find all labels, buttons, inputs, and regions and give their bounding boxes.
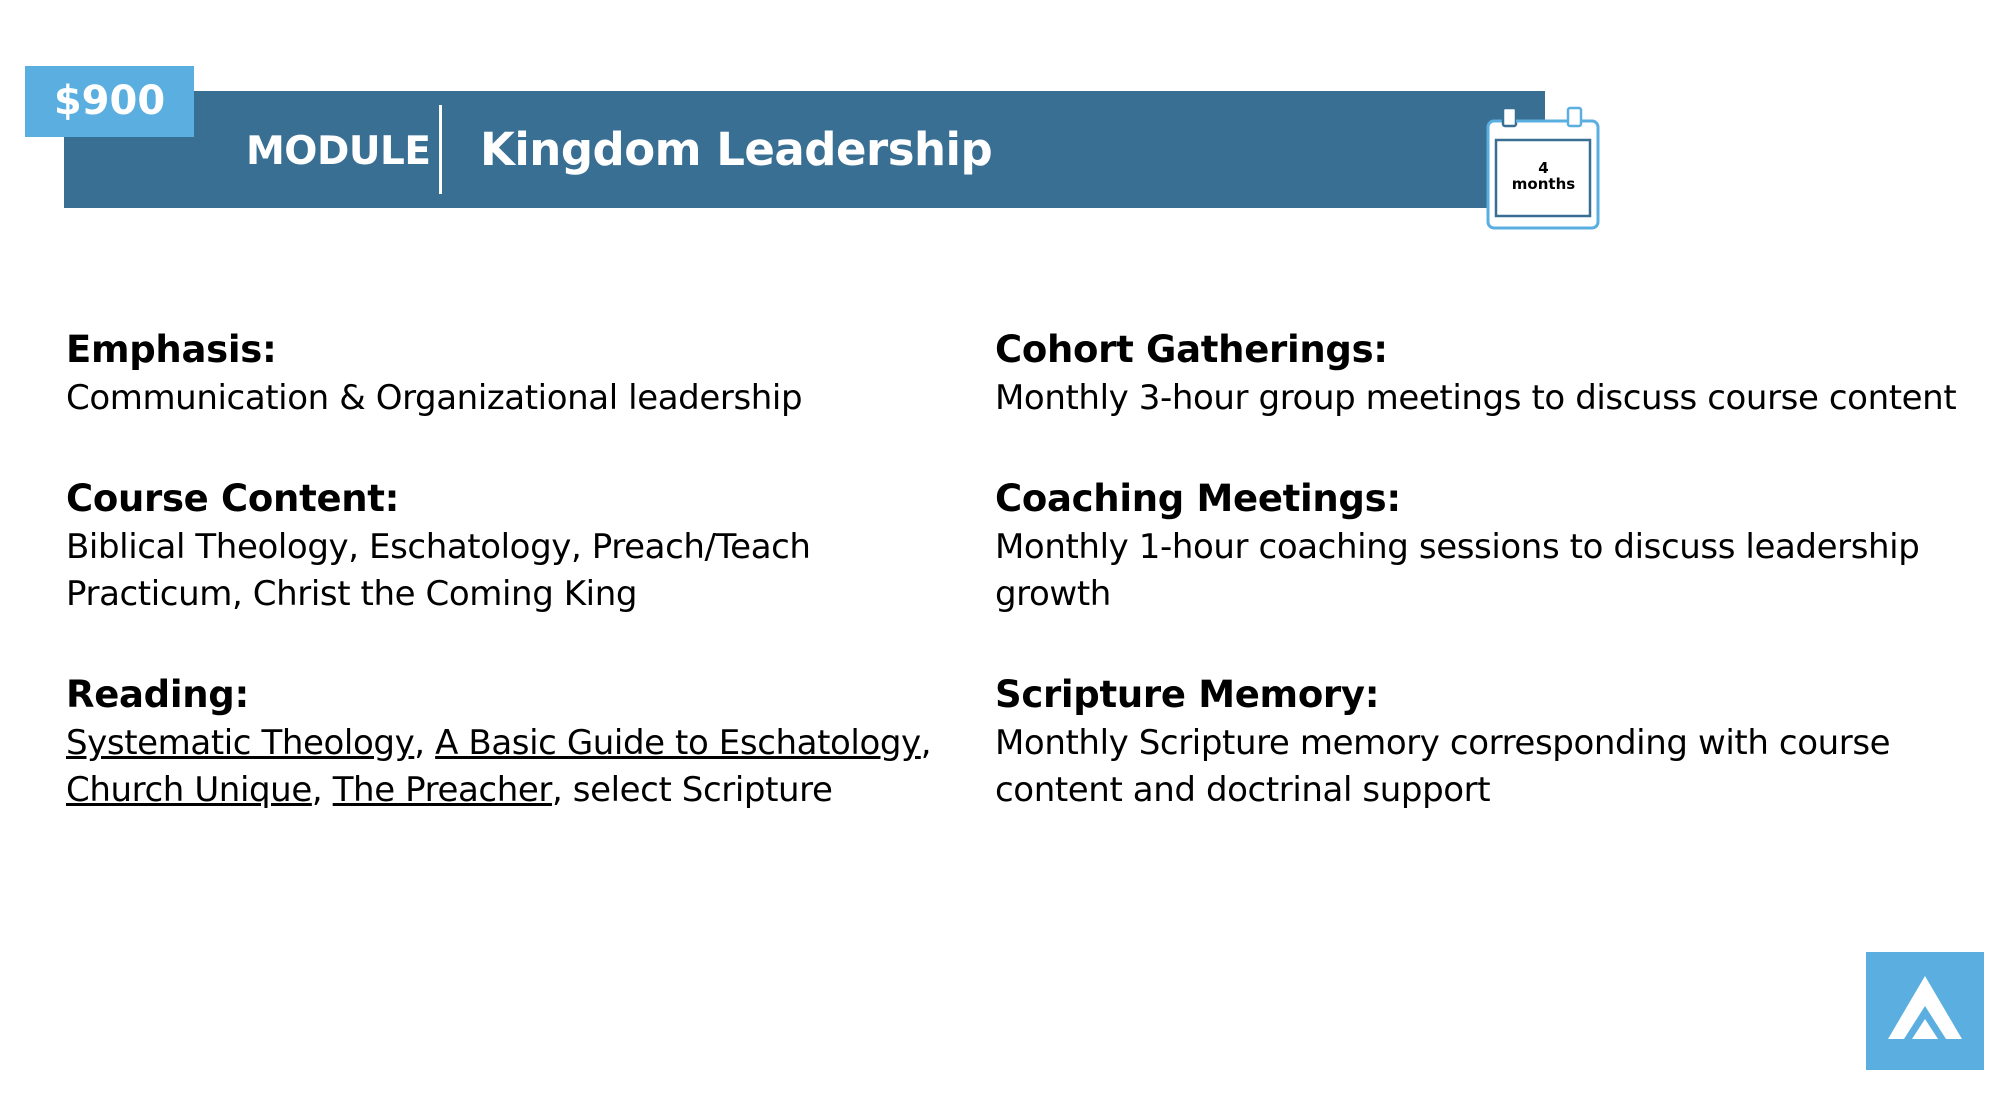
emphasis-section — [66, 325, 966, 422]
book-link-basic-guide-eschatology[interactable]: A Basic Guide to Eschatology — [435, 723, 921, 763]
coaching-line1: Monthly 1-hour coaching sessions to discuss leadership — [995, 527, 1920, 567]
cohort-heading: Cohort Gatherings: — [995, 328, 1388, 371]
course-content-line1: Biblical Theology, Eschatology, Preach/Teach — [66, 527, 811, 567]
book-link-church-unique[interactable]: Church Unique — [66, 770, 312, 810]
reading-heading: Reading: — [66, 673, 249, 716]
reading-tail: , select Scripture — [551, 770, 833, 810]
memory-line1: Monthly Scripture memory corresponding with course — [995, 723, 1891, 763]
cohort-text: Monthly 3-hour group meetings to discuss course content — [995, 378, 1957, 418]
coaching-heading: Coaching Meetings: — [995, 477, 1401, 520]
course-content-heading: Course Content: — [66, 477, 400, 520]
memory-heading: Scripture Memory: — [995, 673, 1380, 716]
emphasis-heading: Emphasis: — [66, 328, 277, 371]
coaching-section — [995, 474, 1995, 618]
book-link-systematic-theology[interactable]: Systematic Theology — [66, 723, 415, 763]
price-badge: $900 — [25, 66, 194, 137]
reading-line2 — [66, 767, 966, 814]
book-link-the-preacher[interactable]: The Preacher — [332, 770, 552, 810]
reading-separator: , — [920, 723, 932, 763]
right-column — [995, 325, 1995, 866]
memory-line2: content and doctrinal support — [995, 770, 1491, 810]
reading-separator: , — [414, 723, 436, 763]
calendar-icon — [1486, 104, 1601, 230]
header-divider — [439, 105, 442, 194]
memory-section — [995, 670, 1995, 814]
reading-line1 — [66, 720, 966, 767]
duration-number: 4 — [1538, 159, 1549, 177]
module-label: MODULE — [246, 129, 431, 174]
cohort-section — [995, 325, 1995, 422]
course-content-line2: Practicum, Christ the Coming King — [66, 574, 638, 614]
module-title: Kingdom Leadership — [480, 123, 993, 176]
reading-separator: , — [311, 770, 333, 810]
left-column — [66, 325, 966, 866]
course-content-section — [66, 474, 966, 618]
duration-unit: months — [1511, 175, 1576, 193]
logo-a-icon — [1866, 952, 1984, 1070]
reading-section — [66, 670, 966, 814]
emphasis-text: Communication & Organizational leadership — [66, 378, 803, 418]
coaching-line2: growth — [995, 574, 1111, 614]
duration-label — [1486, 160, 1601, 192]
